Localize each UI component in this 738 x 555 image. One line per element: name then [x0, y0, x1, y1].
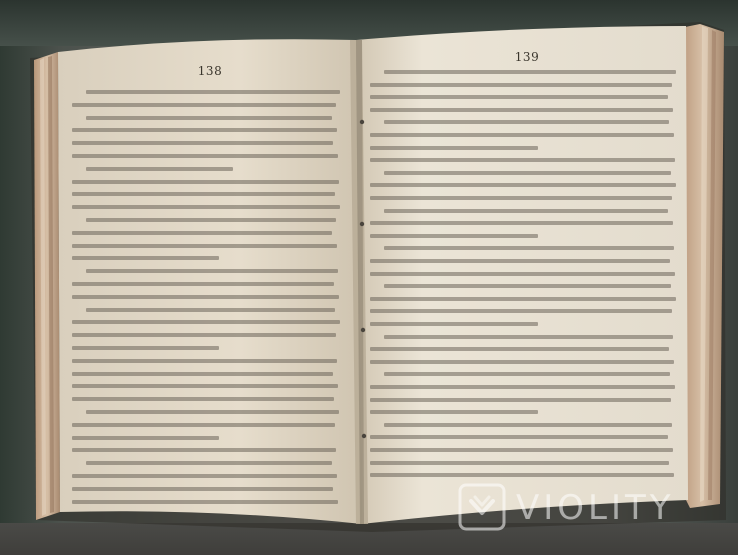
text-line: [86, 269, 338, 273]
text-line: [72, 359, 337, 363]
text-line: [370, 435, 668, 439]
text-line: [384, 423, 672, 427]
text-line: [370, 196, 672, 200]
text-line: [72, 346, 219, 350]
text-line: [72, 448, 336, 452]
text-line: [384, 171, 671, 175]
text-line: [72, 192, 335, 196]
text-line: [72, 384, 338, 388]
text-line: [370, 234, 538, 238]
text-line: [86, 410, 339, 414]
text-line: [370, 108, 673, 112]
text-line: [86, 116, 332, 120]
text-line: [370, 398, 671, 402]
text-line: [72, 487, 333, 491]
text-line: [370, 461, 669, 465]
text-line: [370, 360, 674, 364]
left-page-edges: [34, 52, 60, 520]
text-line: [72, 244, 337, 248]
violity-logo-icon: [458, 483, 506, 531]
text-line: [384, 284, 671, 288]
text-line: [72, 500, 338, 504]
right-page-text: [370, 44, 684, 499]
text-line: [384, 246, 674, 250]
text-line: [72, 141, 333, 145]
text-line: [370, 95, 668, 99]
text-line: [370, 83, 672, 87]
text-line: [72, 103, 336, 107]
left-page-text: [72, 58, 348, 510]
text-line: [384, 209, 668, 213]
text-line: [384, 335, 673, 339]
text-line: [370, 158, 675, 162]
right-page-number: 139: [514, 50, 540, 64]
text-line: [370, 448, 673, 452]
text-line: [384, 120, 669, 124]
text-line: [370, 259, 670, 263]
text-line: [72, 333, 336, 337]
watermark-text: VIOLITY: [516, 488, 675, 528]
text-line: [72, 320, 340, 324]
text-line: [72, 154, 338, 158]
text-line: [370, 297, 676, 301]
text-line: [86, 308, 335, 312]
text-line: [86, 461, 332, 465]
text-line: [370, 322, 538, 326]
text-line: [72, 397, 334, 401]
text-line: [384, 372, 670, 376]
text-line: [86, 218, 336, 222]
text-line: [370, 146, 538, 150]
text-line: [72, 205, 340, 209]
text-line: [370, 347, 669, 351]
text-line: [72, 282, 334, 286]
watermark: [458, 479, 718, 537]
text-line: [370, 133, 674, 137]
left-page-number: 138: [197, 64, 223, 78]
text-line: [72, 295, 339, 299]
text-line: [72, 180, 339, 184]
text-line: [370, 385, 675, 389]
binding-hole: [360, 120, 364, 124]
text-line: [370, 272, 675, 276]
text-line: [370, 221, 673, 225]
text-line: [72, 128, 337, 132]
text-line: [72, 436, 219, 440]
text-line: [72, 474, 337, 478]
text-line: [72, 423, 335, 427]
text-line: [72, 372, 333, 376]
text-line: [370, 473, 674, 477]
text-line: [370, 183, 676, 187]
text-line: [384, 70, 676, 74]
text-line: [72, 231, 332, 235]
text-line: [72, 256, 219, 260]
text-line: [86, 167, 233, 171]
text-line: [370, 410, 538, 414]
text-line: [86, 90, 340, 94]
text-line: [370, 309, 672, 313]
